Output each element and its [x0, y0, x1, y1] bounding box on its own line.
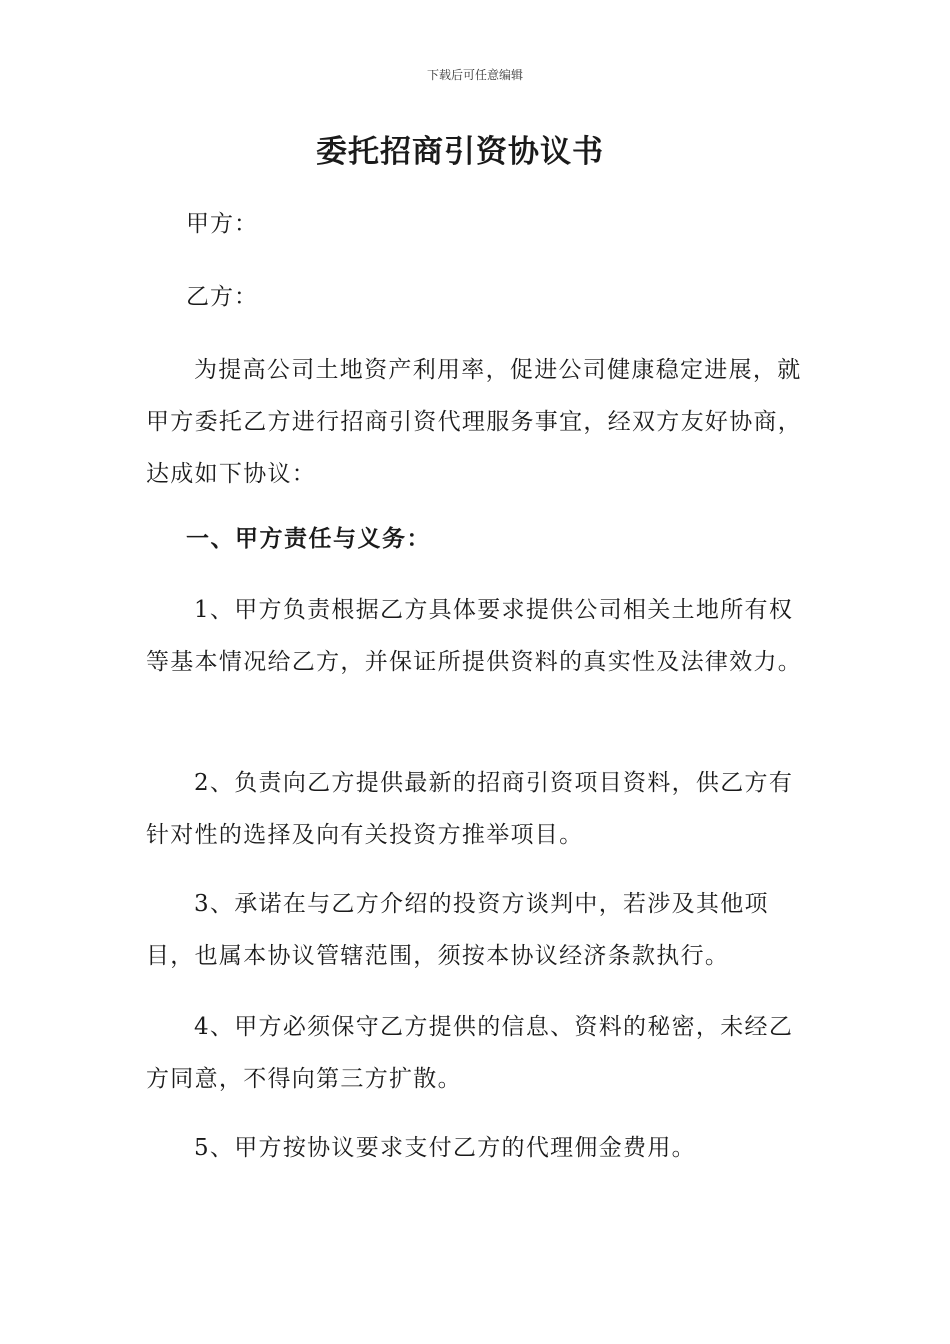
intro-paragraph: 为提高公司土地资产利用率，促进公司健康稳定进展，就甲方委托乙方进行招商引资代理服务事宜，经双方友好协商，达成如下协议：: [146, 357, 803, 487]
document-title: 委托招商引资协议书: [316, 134, 604, 170]
party-a-label: 甲方：: [186, 211, 258, 237]
clause-3: 3、承诺在与乙方介绍的投资方谈判中，若涉及其他项目，也属本协议管辖范围，须按本协议经济条款执行。: [146, 891, 769, 969]
clause-5: 5、甲方按协议要求支付乙方的代理佣金费用。: [194, 1135, 696, 1161]
clause-4: 4、甲方必须保守乙方提供的信息、资料的秘密，未经乙方同意，不得向第三方扩散。: [146, 1014, 794, 1092]
clause-2: 2、负责向乙方提供最新的招商引资项目资料，供乙方有针对性的选择及向有关投资方推举项目。: [146, 770, 794, 848]
header-note: 下载后可任意编辑: [426, 68, 523, 82]
clause-1: 1、甲方负责根据乙方具体要求提供公司相关土地所有权等基本情况给乙方，并保证所提供资料的真实性及法律效力。: [146, 597, 803, 675]
section-heading-party-a-duties: 一、甲方责任与义务：: [186, 525, 431, 552]
party-b-label: 乙方：: [186, 284, 258, 310]
